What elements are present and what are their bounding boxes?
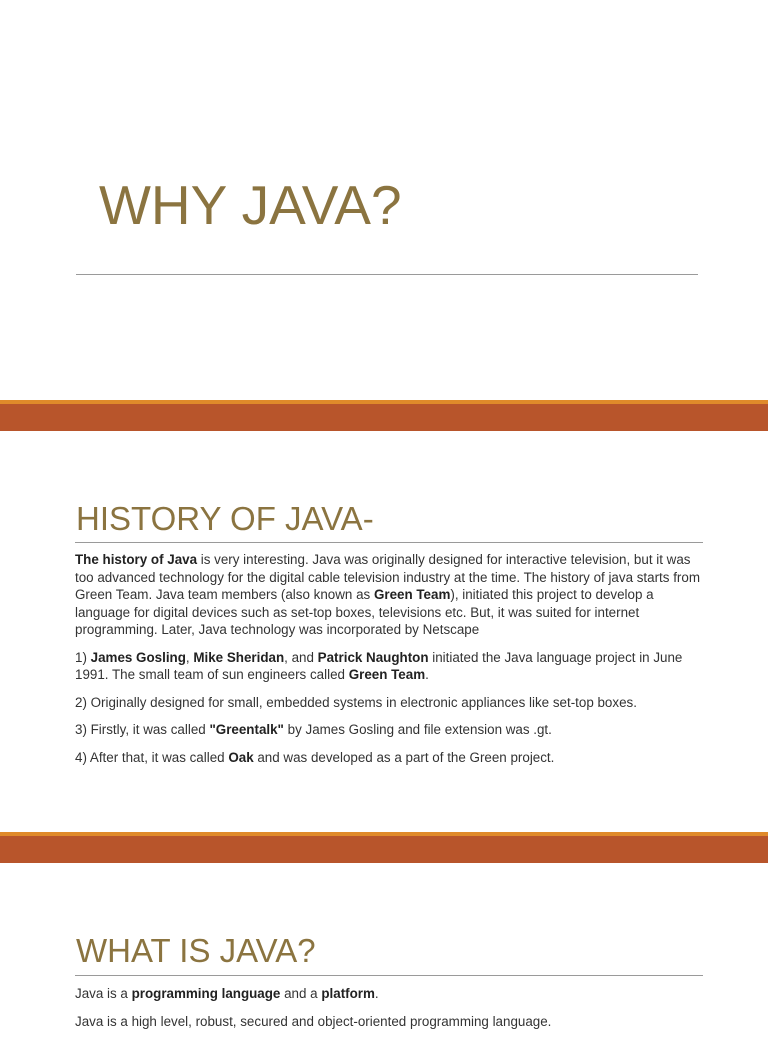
text-span: initiated the Java language project in June 1991. The small team of sun engineers called — [75, 649, 683, 682]
what-is-java-heading: WHAT IS JAVA? — [76, 932, 316, 969]
text-span: Java is a — [75, 986, 132, 1001]
text-span: and a — [280, 986, 322, 1001]
bold-text: "Greentalk" — [209, 722, 284, 737]
text-span: 3) Firstly, it was called — [75, 722, 210, 737]
text-span: . — [374, 986, 379, 1001]
text-span: and was developed as a part of the Green project. — [253, 749, 555, 765]
history-heading: HISTORY OF JAVA- — [76, 500, 374, 537]
slide-divider — [0, 400, 768, 431]
text-span: , and — [284, 649, 318, 665]
what-is-java-line-1 — [75, 985, 707, 1003]
text-span: is very interesting. Java was originally designed for interactive television, but it was too advanced technology for the digital cable television industry at the time. The history of java starts from Green Team. Java team members (also known as — [75, 552, 700, 602]
bold-text: Green Team — [348, 667, 426, 682]
text-span: by James Gosling and file extension was .gt. — [283, 722, 552, 737]
bold-text: Mike Sheridan — [193, 649, 285, 665]
bold-text: platform — [321, 986, 375, 1001]
history-item-2: 2) Originally designed for small, embedded systems in electronic appliances like set-top boxes. — [75, 694, 637, 710]
text-span: 1) — [75, 649, 91, 665]
bold-text: James Gosling — [90, 649, 186, 665]
slide-divider — [0, 832, 768, 863]
bold-text: programming language — [131, 986, 281, 1001]
bold-text: Oak — [228, 749, 254, 765]
what-is-java-body — [75, 985, 707, 1040]
history-rule — [75, 542, 703, 543]
slide-title: WHY JAVA? — [99, 174, 402, 236]
bold-text: The history of Java — [75, 552, 198, 567]
bold-text: Green Team — [373, 587, 451, 602]
history-item-4 — [75, 749, 707, 767]
history-item-3 — [75, 721, 707, 739]
history-paragraph — [75, 551, 707, 639]
text-span: , — [185, 649, 194, 665]
title-rule — [76, 274, 698, 275]
history-body — [75, 551, 707, 776]
history-item-1 — [75, 649, 707, 684]
what-is-java-line-2: Java is a high level, robust, secured and object-oriented programming language. — [75, 1013, 552, 1029]
text-span: ), initiated this project to develop a language for digital devices such as set-top boxes, televisions etc. But, it was suited for internet programming. Later, Java technology was incorporated by Netscape — [75, 587, 654, 637]
text-span: 4) After that, it was called — [75, 749, 229, 765]
bold-text: Patrick Naughton — [317, 649, 429, 665]
what-is-java-rule — [75, 975, 703, 976]
text-span: . — [425, 667, 429, 682]
